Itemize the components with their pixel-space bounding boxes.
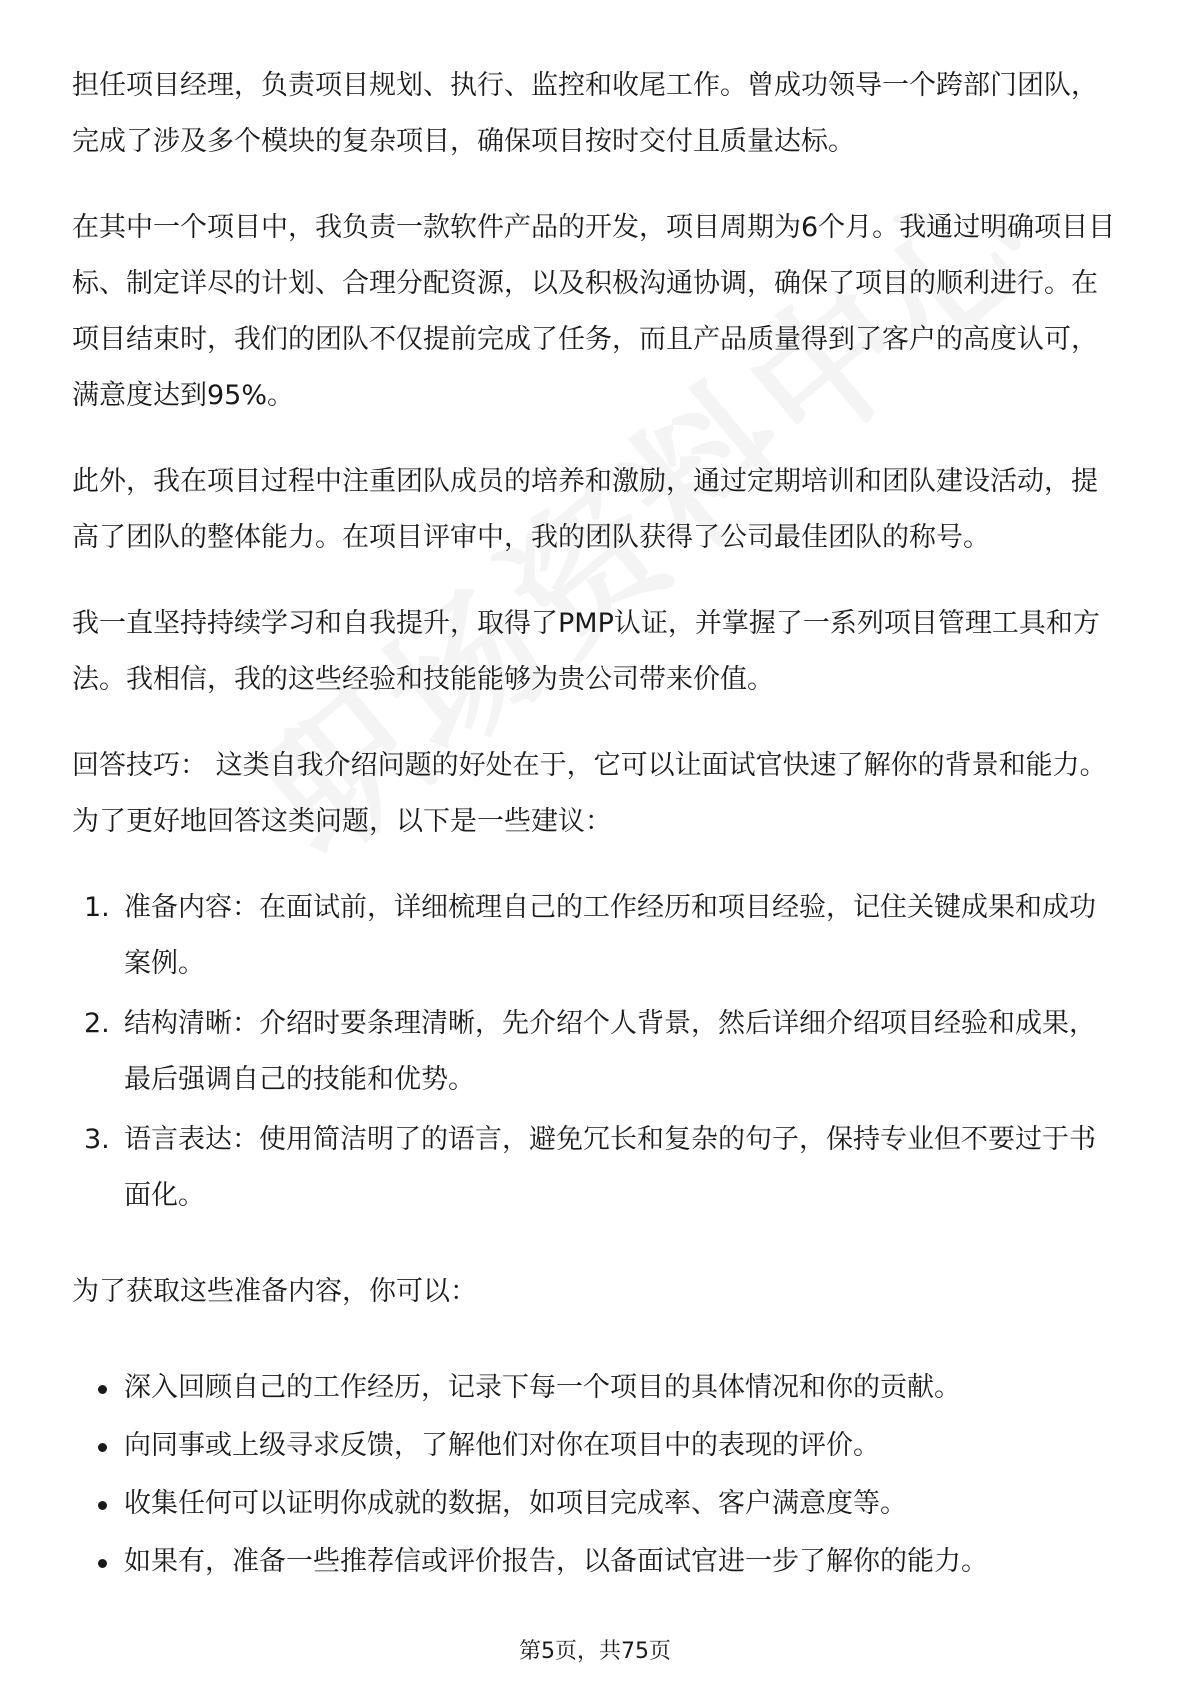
list-item-text: 结构清晰：介绍时要条理清晰，先介绍个人背景，然后详细介绍项目经验和成果，最后强调自己的技能和优势。 [124, 1008, 1096, 1095]
paragraph-team-building: 此外，我在项目过程中注重团队成员的培养和激励，通过定期培训和团队建设活动，提高了团队的整体能力。在项目评审中，我的团队获得了公司最佳团队的称号。 [72, 466, 1098, 553]
list-item [72, 1418, 1122, 1474]
page-footer: 第5页，共75页 [519, 1639, 671, 1664]
list-item [72, 996, 1122, 1108]
list-number: 3. [84, 1124, 110, 1155]
list-item-text: 如果有，准备一些推荐信或评价报告，以备面试官进一步了解你的能力。 [124, 1546, 988, 1577]
prep-list [72, 1360, 1122, 1590]
bullet-icon [98, 1443, 107, 1452]
paragraph-continuous-learning: 我一直坚持持续学习和自我提升，取得了PMP认证，并掌握了一系列项目管理工具和方法。我相信，我的这些经验和技能能够为贵公司带来价值。 [72, 608, 1100, 695]
bullet-icon [98, 1559, 107, 1568]
paragraph-prep-intro: 为了获取这些准备内容，你可以： [72, 1276, 477, 1307]
bullet-icon [98, 1501, 107, 1510]
list-item [72, 1534, 1122, 1590]
list-number: 1. [84, 892, 110, 923]
paragraph-project-manager-role: 担任项目经理，负责项目规划、执行、监控和收尾工作。曾成功领导一个跨部门团队，完成了涉及多个模块的复杂项目，确保项目按时交付且质量达标。 [72, 70, 1098, 157]
list-item [72, 1112, 1122, 1224]
paragraph-answer-tips: 回答技巧： 这类自我介绍问题的好处在于，它可以让面试官快速了解你的背景和能力。为了更好地回答这类问题，以下是一些建议： [72, 750, 1107, 837]
list-item [72, 1360, 1122, 1416]
paragraph-software-project: 在其中一个项目中，我负责一款软件产品的开发，项目周期为6个月。我通过明确项目目标、制定详尽的计划、合理分配资源，以及积极沟通协调，确保了项目的顺利进行。在项目结束时，我们的团队不仅提前完成了任务，而且产品质量得到了客户的高度认可，满意度达到95%。 [72, 212, 1116, 411]
list-item-text: 向同事或上级寻求反馈，了解他们对你在项目中的表现的评价。 [124, 1430, 880, 1461]
list-item-text: 准备内容：在面试前，详细梳理自己的工作经历和项目经验，记住关键成果和成功案例。 [124, 892, 1096, 979]
list-item [72, 880, 1122, 992]
bullet-icon [98, 1385, 107, 1394]
list-number: 2. [84, 1008, 110, 1039]
list-item-text: 语言表达：使用简洁明了的语言，避免冗长和复杂的句子，保持专业但不要过于书面化。 [124, 1124, 1096, 1211]
list-item-text: 深入回顾自己的工作经历，记录下每一个项目的具体情况和你的贡献。 [124, 1372, 961, 1403]
list-item [72, 1476, 1122, 1532]
tips-list [72, 880, 1122, 1224]
list-item-text: 收集任何可以证明你成就的数据，如项目完成率、客户满意度等。 [124, 1488, 907, 1519]
document-body [72, 58, 1122, 1592]
